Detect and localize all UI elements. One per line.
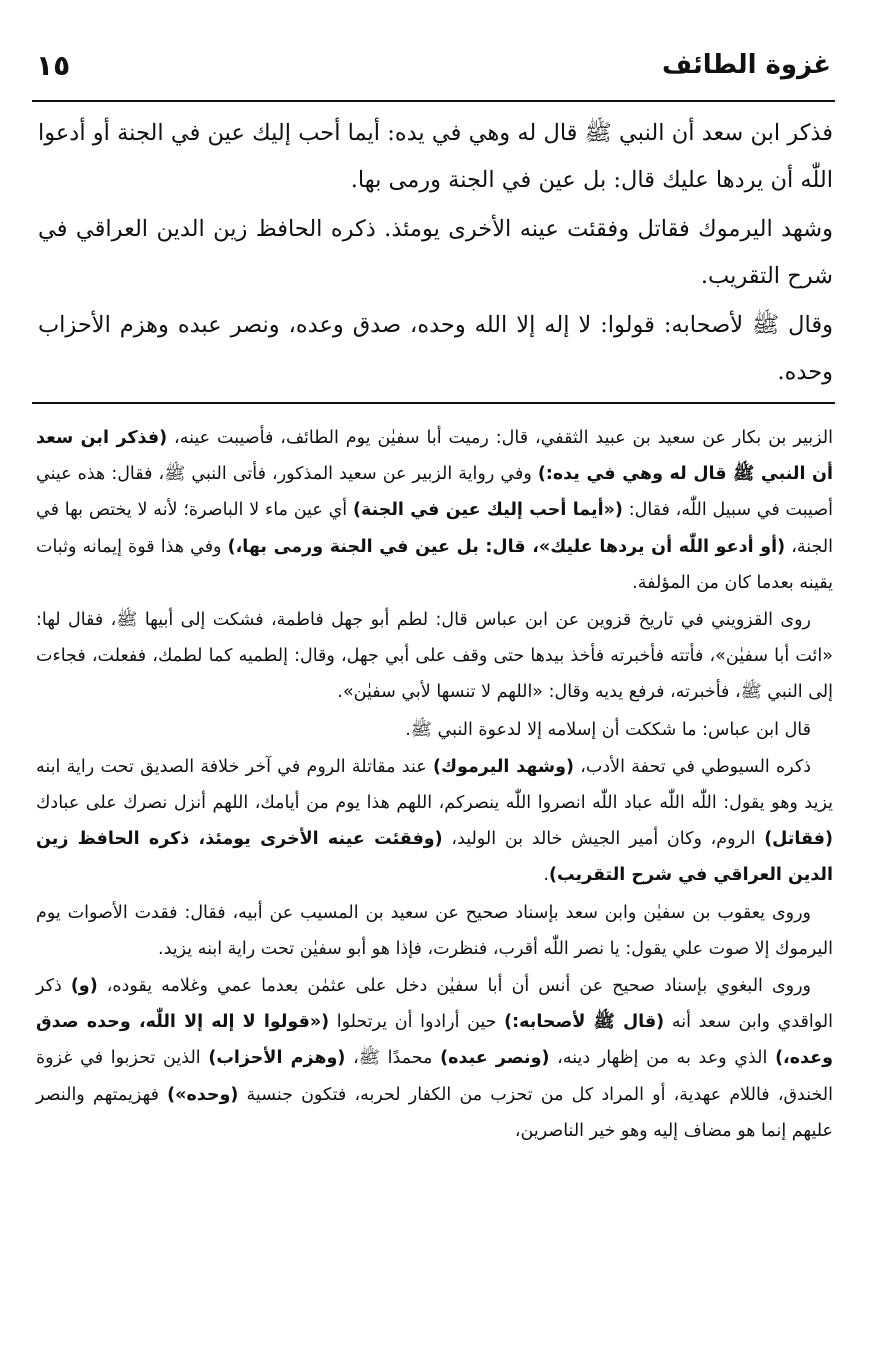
header-divider xyxy=(32,100,835,102)
commentary-text: وفي رواية الزبير عن سعيد المذكور، فأتى النبي ﷺ، فقال: هذه عيني أصيبت في سبيل اللّٰه، فقال: xyxy=(36,464,834,521)
main-text xyxy=(38,110,833,396)
quoted-main-text: (فقاتل) xyxy=(764,829,833,850)
quoted-main-text: (و) xyxy=(70,976,98,997)
commentary-text: . xyxy=(543,865,549,886)
main-paragraph: وقال ﷺ لأصحابه: قولوا: لا إله إلا الله وحده، صدق وعده، ونصر عبده وهزم الأحزاب وحده. xyxy=(38,312,833,385)
page-number: ١٥ xyxy=(36,48,71,82)
commentary-text: وفي هذا قوة إيمانه وثبات يقينه بعدما كان من المؤلفة. xyxy=(36,536,833,593)
commentary-paragraph xyxy=(36,749,833,894)
commentary-text: أي عين ماء لا الباصرة؛ لأنه لا يختص بها في الجنة، xyxy=(36,500,833,557)
commentary-text: ذكره السيوطي في تحفة الأدب، xyxy=(573,756,812,777)
commentary-paragraph: روى القزويني في تاريخ قزوين عن ابن عباس قال: لطم أبو جهل فاطمة، فشكت إلى أبيها ﷺ، فقال لها: «ائت أبا سفيٰن»، فأتته فأخبرته فأخذ بيدها حتى وقف على أبي جهل، وقال: إلطميه كما لطمك، ففعلت، فجاءت إلى النبي ﷺ، فأخبرته، فرفع يديه وقال: «اللهم لا تنسها لأبي سفيٰن». xyxy=(36,610,833,703)
commentary-paragraph: وروى يعقوب بن سفيٰن وابن سعد بإسناد صحيح عن سعيد بن المسيب عن أبيه، فقال: فقدت الأصوات يوم اليرموك إلا صوت علي يقول: يا نصر اللّٰه أقرب، فنظرت، فإذا هو أبو سفيٰن تحت راية ابنه يزيد. xyxy=(36,902,833,959)
main-paragraph: وشهد اليرموك فقاتل وفقئت عينه الأخرى يومئذ. ذكره الحافظ زين الدين العراقي في شرح التقريب. xyxy=(38,216,833,289)
commentary-divider xyxy=(32,402,835,404)
commentary-text: الذين تحزبوا في غزوة الخندق، فاللام عهدية، أو المراد كل من تحزب من الكفار لحربه، فتكون جنسية xyxy=(36,1048,833,1105)
commentary-text: الذي وعد به من إظهار دينه، xyxy=(549,1048,776,1069)
commentary-text: عند مقاتلة الروم في آخر خلافة الصديق تحت راية ابنه يزيد وهو يقول: اللّٰه اللّٰه عباد اللّٰه انصروا اللّٰه ينصركم، اللهم هذا يوم من أيامك، اللهم أنزل نصرك على عبادك xyxy=(36,756,833,814)
quoted-main-text: (ونصر عبده) xyxy=(440,1048,550,1069)
quoted-main-text: (وهزم الأحزاب) xyxy=(208,1048,346,1069)
commentary-paragraph: قال ابن عباس: ما شككت أن إسلامه إلا لدعوة النبي ﷺ. xyxy=(405,719,811,740)
commentary-text: فهزيمتهم والنصر عليهم إنما هو مضاف إليه وهو خير الناصرين، xyxy=(36,1084,833,1141)
quoted-main-text: (فذكر ابن سعد أن النبي ﷺ قال له وهي في يده:) xyxy=(36,428,833,485)
commentary-paragraph xyxy=(36,420,833,601)
commentary-text: حين أرادوا أن يرتحلوا xyxy=(329,1012,505,1033)
commentary-paragraph xyxy=(36,968,833,1149)
commentary xyxy=(36,420,833,1149)
chapter-title: غزوة الطائف xyxy=(662,50,831,80)
quoted-main-text: (قال ﷺ لأصحابه:) xyxy=(504,1012,665,1033)
commentary-text: محمدًا ﷺ، xyxy=(345,1048,441,1069)
quoted-main-text: («قولوا لا إله إلا اللّٰه، وحده صدق وعده،) xyxy=(36,1012,833,1069)
commentary-text: ذكر الواقدي وابن سعد أنه xyxy=(36,976,833,1033)
quoted-main-text: (وفقئت عينه الأخرى يومئذ، ذكره الحافظ زين الدين العراقي في شرح التقريب) xyxy=(36,829,833,886)
main-paragraph: فذكر ابن سعد أن النبي ﷺ قال له وهي في يده: أيما أحب إليك عين في الجنة أو أدعوا اللّٰه أن يردها عليك قال: بل عين في الجنة ورمى بها. xyxy=(38,120,833,193)
quoted-main-text: (أو أدعو اللّٰه أن يردها عليك»، قال: بل عين في الجنة ورمى بها،) xyxy=(227,536,786,557)
quoted-main-text: («أيما أحب إليك عين في الجنة) xyxy=(352,500,623,521)
commentary-text: وروى البغوي بإسناد صحيح عن أنس أن أبا سفيٰن دخل على عثمٰن بعدما عمي وغلامه يقوده، xyxy=(97,976,811,997)
quoted-main-text: (وحده») xyxy=(167,1084,239,1105)
commentary-text: الزبير بن بكار عن سعيد بن عبيد الثقفي، قال: رميت أبا سفيٰن يوم الطائف، فأصيبت عينه، xyxy=(167,428,833,448)
quoted-main-text: (وشهد اليرموك) xyxy=(432,756,574,777)
page-header xyxy=(36,38,831,92)
commentary-text: الروم، وكان أمير الجيش خالد بن الوليد، xyxy=(442,829,765,850)
